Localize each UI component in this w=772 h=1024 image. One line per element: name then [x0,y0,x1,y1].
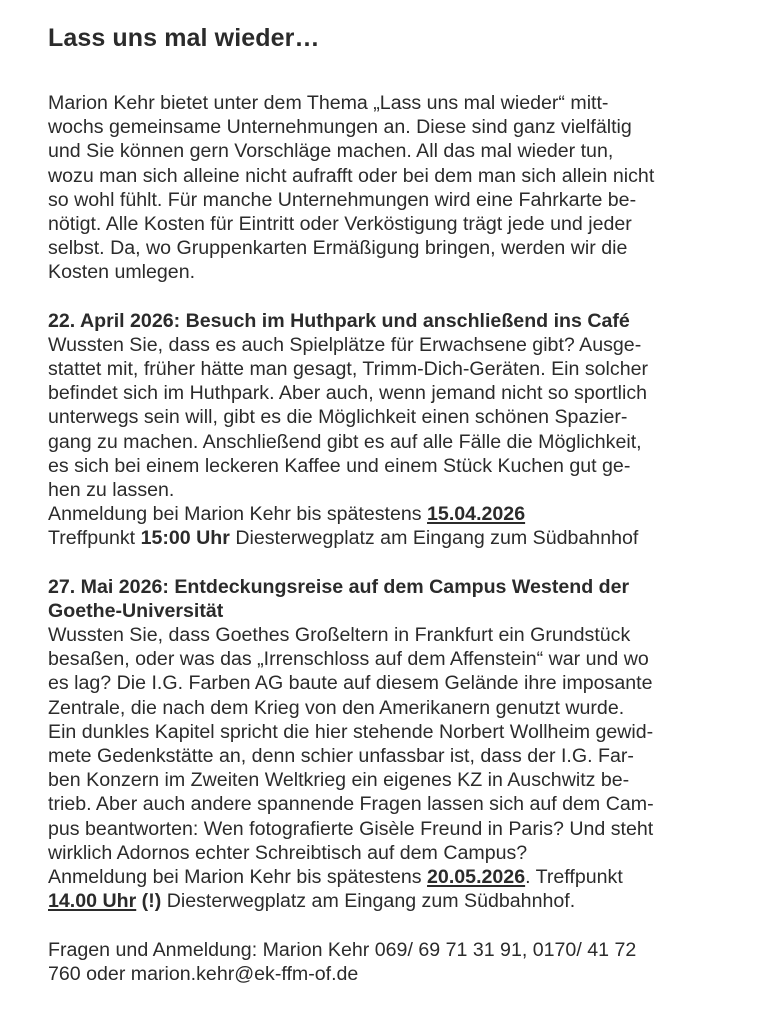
meeting-time: 14.00 Uhr [48,890,137,913]
event-body-line: Wussten Sie, dass Goethes Großeltern in Frankfurt ein Grundstück [48,624,631,647]
intro-line: selbst. Da, wo Gruppenkarten Ermäßigung bringen, werden wir die [48,237,628,260]
event-heading: 27. Mai 2026: Entdeckungsreise auf dem Campus Westend der [48,575,630,598]
intro-line: nötigt. Alle Kosten für Eintritt oder Verköstigung trägt jede und jeder [48,213,632,236]
event-body-line: besaßen, oder was das „Irrenschloss auf dem Affenstein“ war und wo [48,648,649,671]
intro-line: Kosten umlegen. [48,261,196,284]
event-body-line: ben Konzern im Zweiten Weltkrieg ein eigenes KZ in Auschwitz be- [48,769,630,792]
event-body-line: mete Gedenkstätte an, denn schier unfassbar ist, dass der I.G. Far- [48,745,634,768]
meeting-label: Treffpunkt [48,527,141,550]
intro-paragraph [48,91,748,285]
meeting-line [48,526,748,550]
meeting-place: Diesterwegplatz am Eingang zum Südbahnhof. [161,890,576,913]
registration-label: Anmeldung bei Marion Kehr bis spätestens [48,866,428,889]
event-body-line: gang zu machen. Anschließend gibt es auf alle Fälle die Möglichkeit, [48,430,642,453]
meeting-place: Diesterwegplatz am Eingang zum Südbahnhof [229,527,639,550]
intro-line: wochs gemeinsame Unternehmungen an. Diese sind ganz vielfältig [48,116,632,139]
event-body-line: hen zu lassen. [48,479,175,502]
event-body-line: es lag? Die I.G. Farben AG baute auf diesem Gelände ihre imposante [48,672,653,695]
event-body-line: Ein dunkles Kapitel spricht die hier stehende Norbert Wollheim gewid- [48,720,654,743]
event-section-campus-westend [48,575,748,914]
registration-line [48,865,748,889]
intro-line: und Sie können gern Vorschläge machen. All das mal wieder tun, [48,140,614,163]
event-body-line: Wussten Sie, dass es auch Spielplätze für Erwachsene gibt? Ausge- [48,333,642,356]
event-heading: Goethe-Universität [48,599,224,622]
event-heading: 22. April 2026: Besuch im Huthpark und anschließend ins Café [48,309,630,332]
event-body-line: Zentrale, die nach dem Krieg von den Amerikanern genutzt wurde. [48,696,625,719]
event-body-line: pus beantworten: Wen fotografierte Gisèle Freund in Paris? Und steht [48,817,654,840]
contact-line: Fragen und Anmeldung: Marion Kehr 069/ 69 71 31 91, 0170/ 41 72 [48,938,637,961]
event-body-line: stattet mit, früher hätte man gesagt, Trimm-Dich-Geräten. Ein solcher [48,358,649,381]
registration-line [48,502,748,526]
event-body-line: wirklich Adornos echter Schreibtisch auf dem Campus? [48,841,528,864]
registration-deadline: 20.05.2026 [427,866,526,889]
event-section-huthpark [48,309,748,551]
event-body-line: unterwegs sein will, gibt es die Möglichkeit einen schönen Spazier- [48,406,628,429]
contact-line: 760 oder marion.kehr@ek-ffm-of.de [48,962,359,985]
meeting-time: 15:00 Uhr [140,527,230,550]
meeting-label: . Treffpunkt [525,866,623,889]
meeting-note: (!) [136,890,162,913]
intro-line: wozu man sich alleine nicht aufrafft oder bei dem man sich allein nicht [48,164,655,187]
registration-label: Anmeldung bei Marion Kehr bis spätestens [48,503,428,526]
event-body-line: befindet sich im Huthpark. Aber auch, wenn jemand nicht so sportlich [48,382,648,405]
event-body-line: trieb. Aber auch andere spannende Fragen lassen sich auf dem Cam- [48,793,654,816]
meeting-line [48,889,748,913]
event-body-line: es sich bei einem leckeren Kaffee und einem Stück Kuchen gut ge- [48,454,631,477]
contact-paragraph [48,938,748,986]
intro-line: so wohl fühlt. Für manche Unternehmungen wird eine Fahrkarte be- [48,188,637,211]
registration-deadline: 15.04.2026 [427,503,526,526]
page-title: Lass uns mal wieder… [48,24,320,52]
intro-line: Marion Kehr bietet unter dem Thema „Lass uns mal wieder“ mitt- [48,92,609,114]
